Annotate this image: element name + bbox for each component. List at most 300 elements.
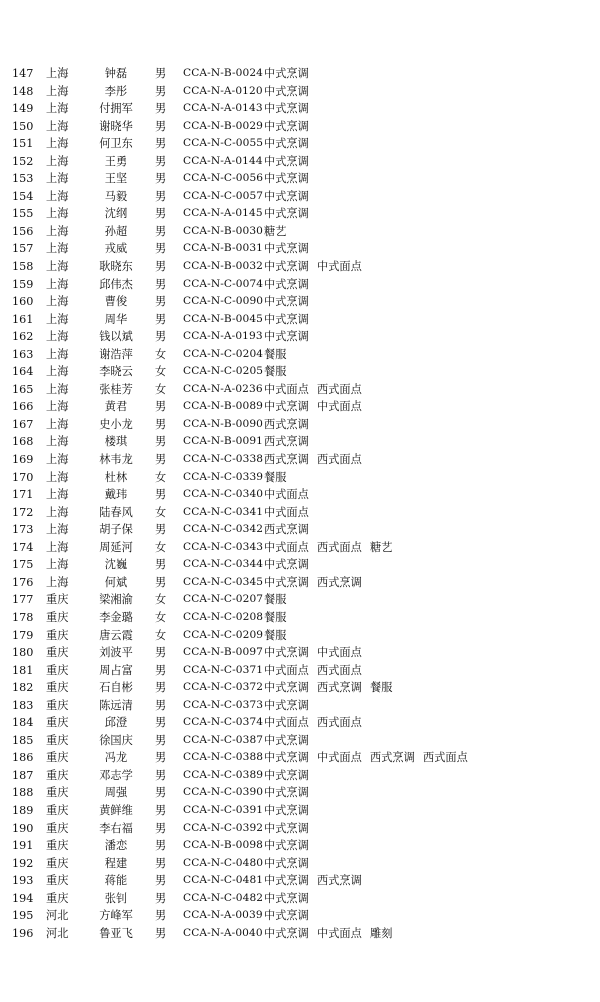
row-certificate-code: CCA-N-A-0143 bbox=[183, 102, 263, 115]
row-gender: 男 bbox=[155, 137, 167, 151]
row-number: 168 bbox=[12, 435, 34, 449]
row-certificate-code: CCA-N-C-0374 bbox=[183, 716, 264, 729]
row-number: 178 bbox=[12, 610, 34, 624]
row-skill: 中式烹调 bbox=[264, 926, 309, 940]
row-skill: 中式烹调 bbox=[264, 137, 309, 151]
row-gender: 男 bbox=[155, 84, 167, 98]
row-certificate-code: CCA-N-C-0208 bbox=[183, 610, 264, 623]
row-gender: 男 bbox=[155, 891, 167, 905]
row-gender: 男 bbox=[155, 698, 167, 712]
table-row bbox=[0, 486, 600, 504]
row-city: 重庆 bbox=[46, 733, 69, 747]
table-row bbox=[0, 609, 600, 627]
row-certificate-code: CCA-N-C-0338 bbox=[183, 453, 264, 466]
row-name: 戴玮 bbox=[104, 488, 128, 502]
table-row bbox=[0, 223, 600, 241]
table-row bbox=[0, 627, 600, 645]
row-city: 重庆 bbox=[46, 663, 69, 677]
row-gender: 男 bbox=[155, 312, 167, 326]
row-certificate-code: CCA-N-B-0089 bbox=[183, 400, 264, 413]
row-skill: 西式烹调 bbox=[317, 874, 362, 888]
row-number: 173 bbox=[12, 523, 34, 537]
table-row bbox=[0, 556, 600, 574]
row-number: 149 bbox=[12, 102, 34, 116]
row-gender: 男 bbox=[155, 926, 167, 940]
row-name: 杜林 bbox=[104, 470, 128, 484]
row-name: 徐国庆 bbox=[99, 733, 133, 747]
row-skill: 西式烹调 bbox=[264, 453, 309, 467]
row-city: 重庆 bbox=[46, 891, 69, 905]
row-city: 重庆 bbox=[46, 698, 69, 712]
row-number: 159 bbox=[12, 277, 34, 291]
row-gender: 男 bbox=[155, 909, 167, 923]
row-certificate-code: CCA-N-C-0205 bbox=[183, 365, 264, 378]
row-city: 上海 bbox=[46, 488, 69, 502]
table-row bbox=[0, 328, 600, 346]
row-gender: 女 bbox=[155, 365, 167, 379]
row-city: 重庆 bbox=[46, 610, 69, 624]
table-row bbox=[0, 153, 600, 171]
row-certificate-code: CCA-N-C-0207 bbox=[183, 593, 264, 606]
row-number: 165 bbox=[12, 382, 34, 396]
row-gender: 男 bbox=[155, 663, 167, 677]
row-number: 180 bbox=[12, 646, 34, 660]
row-name: 刘波平 bbox=[99, 646, 133, 660]
row-skill: 中式烹调 bbox=[264, 295, 309, 309]
row-skill: 西式烹调 bbox=[317, 575, 362, 589]
row-gender: 男 bbox=[155, 154, 167, 168]
row-name: 胡子保 bbox=[99, 523, 133, 537]
row-city: 重庆 bbox=[46, 803, 69, 817]
table-row bbox=[0, 363, 600, 381]
roster-table bbox=[0, 65, 600, 942]
row-certificate-code: CCA-N-B-0090 bbox=[183, 417, 264, 430]
row-skill: 糖艺 bbox=[264, 224, 287, 238]
row-gender: 男 bbox=[155, 786, 167, 800]
row-skill: 中式面点 bbox=[264, 382, 309, 396]
row-gender: 男 bbox=[155, 558, 167, 572]
row-city: 上海 bbox=[46, 172, 69, 186]
row-number: 193 bbox=[12, 874, 34, 888]
row-certificate-code: CCA-N-C-0342 bbox=[183, 523, 264, 536]
row-name: 戎威 bbox=[104, 242, 128, 256]
table-row bbox=[0, 855, 600, 873]
row-city: 上海 bbox=[46, 523, 69, 537]
row-city: 重庆 bbox=[46, 716, 69, 730]
row-name: 周延河 bbox=[99, 540, 133, 554]
row-certificate-code: CCA-N-B-0024 bbox=[183, 67, 264, 79]
row-gender: 女 bbox=[155, 382, 167, 396]
row-gender: 男 bbox=[155, 874, 167, 888]
table-row bbox=[0, 872, 600, 890]
row-certificate-code: CCA-N-B-0091 bbox=[183, 435, 264, 448]
row-certificate-code: CCA-N-C-0389 bbox=[183, 768, 264, 781]
row-number: 155 bbox=[12, 207, 34, 221]
row-number: 150 bbox=[12, 119, 34, 133]
row-certificate-code: CCA-N-A-0145 bbox=[183, 207, 263, 220]
table-row bbox=[0, 276, 600, 294]
row-number: 184 bbox=[12, 716, 34, 730]
row-number: 157 bbox=[12, 242, 34, 256]
table-row bbox=[0, 574, 600, 592]
table-row bbox=[0, 820, 600, 838]
row-gender: 男 bbox=[155, 751, 167, 765]
row-city: 上海 bbox=[46, 330, 69, 344]
table-row bbox=[0, 767, 600, 785]
row-city: 重庆 bbox=[46, 768, 69, 782]
row-name: 李金璐 bbox=[99, 610, 133, 624]
table-row bbox=[0, 714, 600, 732]
row-certificate-code: CCA-N-C-0390 bbox=[183, 786, 264, 799]
row-gender: 男 bbox=[155, 716, 167, 730]
row-city: 上海 bbox=[46, 312, 69, 326]
row-name: 沈纲 bbox=[104, 207, 128, 221]
row-skill: 中式烹调 bbox=[264, 119, 309, 133]
row-name: 陆春风 bbox=[99, 505, 133, 519]
row-city: 上海 bbox=[46, 347, 69, 361]
row-certificate-code: CCA-N-C-0482 bbox=[183, 891, 264, 904]
row-certificate-code: CCA-N-B-0032 bbox=[183, 260, 264, 273]
row-city: 上海 bbox=[46, 295, 69, 309]
row-skill: 餐服 bbox=[264, 365, 287, 379]
row-certificate-code: CCA-N-C-0057 bbox=[183, 189, 264, 202]
row-number: 190 bbox=[12, 821, 34, 835]
row-number: 158 bbox=[12, 260, 34, 274]
table-row bbox=[0, 539, 600, 557]
row-skill: 餐服 bbox=[264, 628, 287, 642]
table-row bbox=[0, 837, 600, 855]
row-name: 冯龙 bbox=[104, 751, 128, 765]
row-gender: 男 bbox=[155, 224, 167, 238]
row-city: 上海 bbox=[46, 84, 69, 98]
row-number: 192 bbox=[12, 856, 34, 870]
row-number: 147 bbox=[12, 67, 34, 80]
row-name: 沈巍 bbox=[104, 558, 128, 572]
row-skill: 中式烹调 bbox=[264, 786, 309, 800]
row-gender: 男 bbox=[155, 856, 167, 870]
row-certificate-code: CCA-N-C-0392 bbox=[183, 821, 264, 834]
row-certificate-code: CCA-N-C-0372 bbox=[183, 681, 264, 694]
table-row bbox=[0, 100, 600, 118]
row-certificate-code: CCA-N-A-0040 bbox=[183, 926, 263, 939]
row-skill: 中式烹调 bbox=[264, 260, 309, 274]
row-gender: 男 bbox=[155, 172, 167, 186]
row-gender: 男 bbox=[155, 646, 167, 660]
table-row bbox=[0, 662, 600, 680]
row-name: 方峰军 bbox=[99, 909, 133, 923]
row-city: 重庆 bbox=[46, 751, 69, 765]
row-skill: 中式面点 bbox=[317, 751, 362, 765]
row-name: 李右福 bbox=[99, 821, 133, 835]
row-number: 167 bbox=[12, 417, 34, 431]
row-gender: 男 bbox=[155, 768, 167, 782]
row-gender: 男 bbox=[155, 102, 167, 116]
row-city: 上海 bbox=[46, 242, 69, 256]
row-skill: 中式烹调 bbox=[264, 839, 309, 853]
row-number: 183 bbox=[12, 698, 34, 712]
row-skill: 中式烹调 bbox=[264, 207, 309, 221]
row-city: 河北 bbox=[46, 909, 69, 923]
row-skill: 西式烹调 bbox=[317, 681, 362, 695]
row-city: 上海 bbox=[46, 67, 69, 80]
row-city: 重庆 bbox=[46, 646, 69, 660]
row-gender: 男 bbox=[155, 803, 167, 817]
row-city: 上海 bbox=[46, 207, 69, 221]
row-number: 176 bbox=[12, 575, 34, 589]
row-skill: 中式烹调 bbox=[264, 891, 309, 905]
row-gender: 男 bbox=[155, 277, 167, 291]
row-name: 何斌 bbox=[104, 575, 128, 589]
row-gender: 男 bbox=[155, 67, 167, 80]
row-skill: 中式烹调 bbox=[264, 821, 309, 835]
row-name: 钟磊 bbox=[104, 67, 128, 80]
row-number: 171 bbox=[12, 488, 34, 502]
row-gender: 男 bbox=[155, 575, 167, 589]
row-name: 周强 bbox=[104, 786, 128, 800]
table-row bbox=[0, 451, 600, 469]
row-skill: 餐服 bbox=[264, 610, 287, 624]
row-skill: 中式面点 bbox=[317, 926, 362, 940]
row-skill: 西式面点 bbox=[317, 716, 362, 730]
row-certificate-code: CCA-N-B-0098 bbox=[183, 839, 264, 852]
row-city: 上海 bbox=[46, 382, 69, 396]
row-number: 154 bbox=[12, 189, 34, 203]
row-city: 上海 bbox=[46, 505, 69, 519]
row-city: 上海 bbox=[46, 400, 69, 414]
row-skill: 中式面点 bbox=[264, 540, 309, 554]
row-certificate-code: CCA-N-B-0031 bbox=[183, 242, 264, 255]
row-certificate-code: CCA-N-C-0373 bbox=[183, 698, 264, 711]
row-city: 上海 bbox=[46, 417, 69, 431]
row-number: 162 bbox=[12, 330, 34, 344]
row-city: 上海 bbox=[46, 277, 69, 291]
row-skill: 糖艺 bbox=[370, 540, 393, 554]
table-row bbox=[0, 749, 600, 767]
row-skill: 中式面点 bbox=[317, 400, 362, 414]
row-number: 182 bbox=[12, 681, 34, 695]
row-name: 王勇 bbox=[104, 154, 128, 168]
row-city: 重庆 bbox=[46, 681, 69, 695]
row-skill: 中式烹调 bbox=[264, 242, 309, 256]
table-row bbox=[0, 398, 600, 416]
row-skill: 西式烹调 bbox=[370, 751, 415, 765]
row-city: 重庆 bbox=[46, 593, 69, 607]
table-row bbox=[0, 679, 600, 697]
row-gender: 男 bbox=[155, 733, 167, 747]
row-skill: 中式烹调 bbox=[264, 909, 309, 923]
row-gender: 女 bbox=[155, 628, 167, 642]
row-name: 黄君 bbox=[104, 400, 128, 414]
row-skill: 中式面点 bbox=[317, 260, 362, 274]
row-skill: 雕刻 bbox=[370, 926, 393, 940]
row-gender: 男 bbox=[155, 400, 167, 414]
row-name: 何卫东 bbox=[99, 137, 133, 151]
table-row bbox=[0, 346, 600, 364]
row-number: 175 bbox=[12, 558, 34, 572]
row-certificate-code: CCA-N-C-0480 bbox=[183, 856, 264, 869]
table-row bbox=[0, 644, 600, 662]
row-city: 上海 bbox=[46, 365, 69, 379]
table-row bbox=[0, 381, 600, 399]
row-skill: 中式烹调 bbox=[264, 189, 309, 203]
row-skill: 中式烹调 bbox=[264, 733, 309, 747]
row-gender: 女 bbox=[155, 610, 167, 624]
row-number: 195 bbox=[12, 909, 34, 923]
row-gender: 男 bbox=[155, 242, 167, 256]
row-city: 重庆 bbox=[46, 628, 69, 642]
row-city: 上海 bbox=[46, 260, 69, 274]
row-name: 梁湘渝 bbox=[99, 593, 133, 607]
row-gender: 男 bbox=[155, 330, 167, 344]
row-name: 陈远清 bbox=[99, 698, 133, 712]
row-gender: 男 bbox=[155, 681, 167, 695]
row-city: 重庆 bbox=[46, 821, 69, 835]
row-skill: 中式烹调 bbox=[264, 102, 309, 116]
row-name: 唐云霞 bbox=[99, 628, 133, 642]
row-skill: 餐服 bbox=[264, 347, 287, 361]
row-certificate-code: CCA-N-C-0387 bbox=[183, 733, 264, 746]
row-gender: 男 bbox=[155, 488, 167, 502]
row-gender: 男 bbox=[155, 821, 167, 835]
row-name: 林韦龙 bbox=[99, 453, 133, 467]
table-row bbox=[0, 521, 600, 539]
row-name: 蒋能 bbox=[104, 874, 128, 888]
row-certificate-code: CCA-N-A-0193 bbox=[183, 330, 263, 343]
row-skill: 西式面点 bbox=[317, 540, 362, 554]
row-city: 重庆 bbox=[46, 874, 69, 888]
row-name: 张桂芳 bbox=[99, 382, 133, 396]
row-certificate-code: CCA-N-C-0209 bbox=[183, 628, 264, 641]
row-number: 151 bbox=[12, 137, 34, 151]
row-skill: 餐服 bbox=[264, 593, 287, 607]
row-gender: 男 bbox=[155, 839, 167, 853]
row-skill: 中式烹调 bbox=[264, 856, 309, 870]
table-row bbox=[0, 784, 600, 802]
table-row bbox=[0, 732, 600, 750]
row-certificate-code: CCA-N-B-0029 bbox=[183, 119, 264, 132]
row-number: 187 bbox=[12, 768, 34, 782]
row-gender: 女 bbox=[155, 593, 167, 607]
row-number: 194 bbox=[12, 891, 34, 905]
row-name: 周占富 bbox=[99, 663, 133, 677]
table-row bbox=[0, 433, 600, 451]
row-skill: 中式烹调 bbox=[264, 84, 309, 98]
row-skill: 中式烹调 bbox=[264, 172, 309, 186]
table-row bbox=[0, 293, 600, 311]
row-skill: 中式烹调 bbox=[264, 681, 309, 695]
row-number: 185 bbox=[12, 733, 34, 747]
row-city: 重庆 bbox=[46, 856, 69, 870]
row-name: 谢浩萍 bbox=[99, 347, 133, 361]
row-number: 170 bbox=[12, 470, 34, 484]
row-gender: 男 bbox=[155, 189, 167, 203]
row-name: 孙超 bbox=[104, 224, 128, 238]
row-name: 耿晓东 bbox=[99, 260, 133, 274]
row-name: 马毅 bbox=[104, 189, 128, 203]
row-gender: 女 bbox=[155, 505, 167, 519]
table-row bbox=[0, 205, 600, 223]
row-certificate-code: CCA-N-C-0074 bbox=[183, 277, 264, 290]
row-certificate-code: CCA-N-C-0341 bbox=[183, 505, 264, 518]
row-city: 河北 bbox=[46, 926, 69, 940]
row-number: 152 bbox=[12, 154, 34, 168]
row-city: 上海 bbox=[46, 224, 69, 238]
row-number: 156 bbox=[12, 224, 34, 238]
row-number: 196 bbox=[12, 926, 34, 940]
table-row bbox=[0, 802, 600, 820]
row-gender: 男 bbox=[155, 523, 167, 537]
table-row bbox=[0, 311, 600, 329]
table-row bbox=[0, 469, 600, 487]
row-name: 鲁亚飞 bbox=[99, 926, 133, 940]
row-city: 上海 bbox=[46, 470, 69, 484]
row-certificate-code: CCA-N-B-0045 bbox=[183, 312, 264, 325]
row-certificate-code: CCA-N-C-0345 bbox=[183, 575, 264, 588]
row-skill: 西式面点 bbox=[317, 453, 362, 467]
row-skill: 西式面点 bbox=[317, 382, 362, 396]
row-name: 周华 bbox=[104, 312, 128, 326]
row-number: 148 bbox=[12, 84, 34, 98]
row-city: 上海 bbox=[46, 189, 69, 203]
row-gender: 男 bbox=[155, 207, 167, 221]
row-name: 石自彬 bbox=[99, 681, 133, 695]
row-city: 上海 bbox=[46, 102, 69, 116]
row-number: 164 bbox=[12, 365, 34, 379]
row-number: 160 bbox=[12, 295, 34, 309]
row-name: 楼琪 bbox=[104, 435, 128, 449]
row-city: 上海 bbox=[46, 435, 69, 449]
row-skill: 中式面点 bbox=[264, 488, 309, 502]
row-certificate-code: CCA-N-C-0090 bbox=[183, 295, 264, 308]
table-row bbox=[0, 907, 600, 925]
row-name: 李彤 bbox=[104, 84, 128, 98]
row-skill: 中式烹调 bbox=[264, 575, 309, 589]
row-certificate-code: CCA-N-C-0340 bbox=[183, 488, 264, 501]
row-number: 163 bbox=[12, 347, 34, 361]
table-row bbox=[0, 504, 600, 522]
row-skill: 中式烹调 bbox=[264, 558, 309, 572]
row-name: 李晓云 bbox=[99, 365, 133, 379]
row-skill: 中式烹调 bbox=[264, 751, 309, 765]
row-certificate-code: CCA-N-B-0030 bbox=[183, 224, 264, 237]
row-gender: 男 bbox=[155, 260, 167, 274]
row-certificate-code: CCA-N-A-0120 bbox=[183, 84, 263, 97]
table-row bbox=[0, 591, 600, 609]
row-skill: 中式烹调 bbox=[264, 874, 309, 888]
table-row bbox=[0, 925, 600, 943]
row-certificate-code: CCA-N-A-0039 bbox=[183, 909, 263, 922]
table-row bbox=[0, 258, 600, 276]
row-city: 重庆 bbox=[46, 786, 69, 800]
row-skill: 西式烹调 bbox=[264, 435, 309, 449]
row-gender: 女 bbox=[155, 540, 167, 554]
row-gender: 女 bbox=[155, 347, 167, 361]
row-city: 重庆 bbox=[46, 839, 69, 853]
row-skill: 中式烹调 bbox=[264, 768, 309, 782]
row-skill: 西式面点 bbox=[317, 663, 362, 677]
row-skill: 餐服 bbox=[370, 681, 393, 695]
row-name: 曹俊 bbox=[104, 295, 128, 309]
row-number: 188 bbox=[12, 786, 34, 800]
row-name: 邱澄 bbox=[104, 716, 128, 730]
row-skill: 西式烹调 bbox=[264, 417, 309, 431]
row-skill: 西式面点 bbox=[423, 751, 468, 765]
row-skill: 餐服 bbox=[264, 470, 287, 484]
table-row bbox=[0, 188, 600, 206]
row-skill: 中式烹调 bbox=[264, 154, 309, 168]
row-gender: 男 bbox=[155, 295, 167, 309]
row-city: 上海 bbox=[46, 453, 69, 467]
